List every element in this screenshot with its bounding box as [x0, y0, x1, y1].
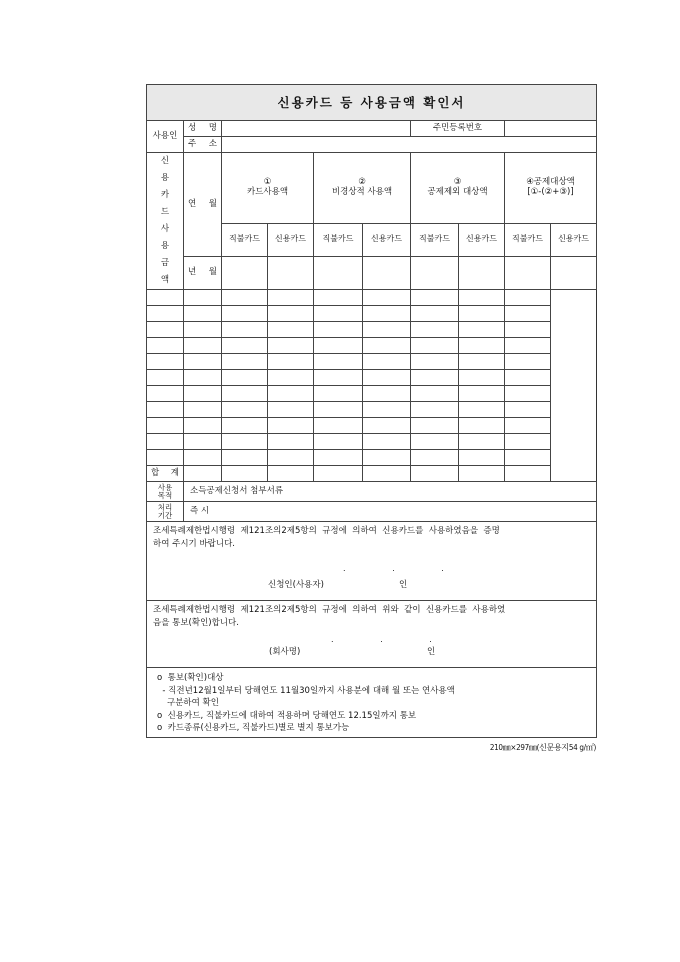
processing-label-line1: 처리 [157, 502, 173, 512]
year-month-cell[interactable] [147, 386, 184, 402]
usage-row [147, 322, 597, 338]
usage-row [147, 370, 597, 386]
notice-text-line2: 음을 통보(확인)합니다. [153, 618, 239, 628]
amount-cell[interactable] [314, 466, 363, 482]
year-month-cell[interactable] [147, 402, 184, 418]
amount-cell[interactable] [314, 386, 363, 402]
year-month-cell[interactable] [147, 306, 184, 322]
group-label-2: 비경상적 사용액 [331, 186, 393, 197]
group-num-1: ① [263, 177, 272, 188]
amount-cell[interactable] [222, 434, 268, 450]
processing-value: 즉 시 [184, 502, 597, 522]
amount-cell[interactable] [459, 466, 505, 482]
usage-row [147, 434, 597, 450]
resident-number-field[interactable] [505, 121, 597, 137]
amount-cell[interactable] [411, 450, 459, 466]
notes-section [147, 668, 597, 738]
amount-cell[interactable] [268, 402, 314, 418]
amount-cell[interactable] [505, 306, 551, 322]
amount-cell[interactable] [363, 386, 411, 402]
request-text-line2: 하여 주시기 바랍니다. [153, 539, 236, 549]
amount-cell[interactable] [268, 418, 314, 434]
year-month-header: 연 월 [184, 153, 222, 257]
side-label-char: 카 [160, 190, 170, 200]
sub-header-credit-card: 신용카드 [363, 223, 411, 256]
amount-cell[interactable] [459, 290, 505, 306]
amount-cell[interactable] [314, 338, 363, 354]
amount-cell[interactable] [184, 354, 222, 370]
amount-cell[interactable] [411, 370, 459, 386]
amount-cell[interactable] [505, 402, 551, 418]
processing-label [147, 502, 184, 522]
amount-cell[interactable] [184, 402, 222, 418]
amount-cell[interactable] [268, 354, 314, 370]
amount-cell[interactable] [505, 386, 551, 402]
amount-cell[interactable] [222, 386, 268, 402]
request-row [147, 522, 597, 601]
amount-cell[interactable] [459, 256, 505, 289]
sub-header-credit-card: 신용카드 [268, 223, 314, 256]
amount-cell[interactable] [363, 322, 411, 338]
purpose-row [147, 482, 597, 502]
request-date[interactable]: . . . [343, 564, 466, 573]
side-label-char: 용 [160, 241, 170, 251]
group-label-1: 카드사용액 [246, 186, 289, 197]
year-month-cell[interactable] [147, 338, 184, 354]
usage-side-label [147, 153, 184, 290]
amount-cell[interactable] [314, 402, 363, 418]
total-row [147, 466, 597, 482]
amount-cell[interactable] [268, 434, 314, 450]
year-month-cell[interactable] [147, 434, 184, 450]
usage-row [147, 290, 597, 306]
amount-cell[interactable] [314, 450, 363, 466]
processing-label-line2: 기간 [157, 510, 173, 520]
request-text-line1: 조세특례제한법시행령 제121조의2제5항의 규정에 의하여 신용카드를 사용하였음을 증명 [153, 526, 500, 536]
amount-cell[interactable] [411, 290, 459, 306]
notice-date[interactable]: . . . [331, 635, 454, 644]
user-label: 사용인 [147, 121, 184, 153]
sub-header-credit-card: 신용카드 [459, 223, 505, 256]
amount-cell[interactable] [184, 290, 222, 306]
usage-row [147, 306, 597, 322]
amount-cell[interactable] [184, 322, 222, 338]
amount-cell[interactable] [459, 370, 505, 386]
sub-header-credit-card: 신용카드 [551, 223, 597, 256]
note-line: o 통보(확인)대상 [157, 673, 224, 683]
amount-cell[interactable] [459, 386, 505, 402]
group-header-excluded [411, 153, 505, 224]
amount-cell[interactable] [268, 322, 314, 338]
amount-cell[interactable] [551, 256, 597, 289]
side-label-char: 신 [160, 156, 170, 166]
amount-cell[interactable] [505, 290, 551, 306]
amount-cell[interactable] [459, 402, 505, 418]
amount-cell[interactable] [268, 450, 314, 466]
amount-cell[interactable] [459, 338, 505, 354]
amount-cell[interactable] [268, 306, 314, 322]
year-month-cell[interactable] [147, 370, 184, 386]
group-header-card-usage [222, 153, 314, 224]
amount-cell[interactable] [222, 322, 268, 338]
amount-cell[interactable] [222, 450, 268, 466]
group-header-irregular-usage [314, 153, 411, 224]
year-month-cell[interactable] [147, 354, 184, 370]
amount-cell[interactable] [411, 322, 459, 338]
group-header-deductible [505, 153, 597, 224]
name-field[interactable] [222, 121, 411, 137]
notice-section [147, 601, 597, 668]
resident-number-label: 주민등록번호 [411, 121, 505, 137]
note-line: o 신용카드, 직불카드에 대하여 적용하며 당해연도 12.15일까지 통보 [157, 710, 417, 721]
amount-cell[interactable] [222, 402, 268, 418]
amount-cell[interactable] [505, 466, 551, 482]
side-label-char: 용 [160, 173, 170, 183]
amount-cell[interactable] [363, 354, 411, 370]
amount-cell[interactable] [222, 370, 268, 386]
request-sign-line [153, 581, 590, 597]
amount-cell[interactable] [268, 386, 314, 402]
amount-cell[interactable] [314, 306, 363, 322]
applicant-seal[interactable]: 인 [399, 580, 408, 590]
amount-cell[interactable] [411, 434, 459, 450]
purpose-label [147, 482, 184, 502]
amount-cell[interactable] [411, 306, 459, 322]
group-num-3: ③ [453, 177, 462, 188]
year-month-cell[interactable] [147, 418, 184, 434]
amount-cell[interactable] [184, 434, 222, 450]
amount-cell[interactable] [222, 290, 268, 306]
amount-cell[interactable] [459, 322, 505, 338]
group-num-2: ② [358, 177, 366, 188]
group-label-4: [①-(②+③)] [527, 186, 574, 197]
amount-cell[interactable] [505, 434, 551, 450]
company-label: (회사명) [269, 647, 301, 657]
amount-cell[interactable] [505, 338, 551, 354]
notice-row [147, 601, 597, 668]
amount-cell[interactable] [505, 322, 551, 338]
name-label: 성 명 [184, 121, 222, 137]
purpose-label-line2: 목적 [157, 490, 173, 500]
year-month-label: 년 월 [184, 256, 222, 289]
amount-cell[interactable] [411, 466, 459, 482]
amount-cell[interactable] [505, 370, 551, 386]
amount-cell[interactable] [363, 466, 411, 482]
address-field[interactable] [222, 137, 597, 153]
amount-cell[interactable] [268, 290, 314, 306]
amount-cell[interactable] [363, 418, 411, 434]
amount-cell[interactable] [411, 402, 459, 418]
amount-cell[interactable] [314, 322, 363, 338]
amount-cell[interactable] [314, 370, 363, 386]
amount-cell[interactable] [184, 370, 222, 386]
side-label-char: 드 [160, 207, 170, 217]
title-row [147, 85, 597, 121]
group-label-3: 공제제외 대상액 [427, 186, 488, 197]
usage-row [147, 338, 597, 354]
amount-cell[interactable] [184, 450, 222, 466]
sub-header-debit-card: 직불카드 [411, 223, 459, 256]
amount-cell[interactable] [268, 256, 314, 289]
amount-cell[interactable] [363, 434, 411, 450]
amount-cell[interactable] [363, 450, 411, 466]
side-label-char: 금 [160, 258, 170, 268]
amount-cell[interactable] [505, 354, 551, 370]
amount-cell[interactable] [268, 338, 314, 354]
amount-cell[interactable] [363, 290, 411, 306]
amount-cell[interactable] [411, 338, 459, 354]
group-num-4: ④공제대상액 [526, 177, 575, 188]
name-row [147, 121, 597, 137]
address-row [147, 137, 597, 153]
amount-cell[interactable] [459, 434, 505, 450]
usage-row [147, 450, 597, 466]
amount-cell[interactable] [411, 354, 459, 370]
usage-row [147, 402, 597, 418]
amount-cell[interactable] [505, 450, 551, 466]
notice-sign-line [153, 648, 590, 664]
year-month-cell[interactable] [147, 450, 184, 466]
amount-cell[interactable] [314, 256, 363, 289]
usage-row [147, 354, 597, 370]
amount-cell[interactable] [268, 370, 314, 386]
amount-cell[interactable] [459, 354, 505, 370]
amount-cell[interactable] [184, 386, 222, 402]
amount-cell[interactable] [505, 256, 551, 289]
amount-cell[interactable] [184, 418, 222, 434]
amount-cell[interactable] [363, 306, 411, 322]
amount-cell[interactable] [222, 466, 268, 482]
amount-cell[interactable] [268, 466, 314, 482]
amount-cell[interactable] [505, 418, 551, 434]
amount-cell[interactable] [411, 386, 459, 402]
form-table [146, 84, 597, 738]
amount-cell[interactable] [459, 450, 505, 466]
note-line: - 직전년12월1일부터 당해연도 11월30일까지 사용분에 대해 월 또는 연사용액 [157, 685, 455, 696]
notes-row [147, 668, 597, 738]
year-month-cell[interactable] [147, 322, 184, 338]
note-line: o 카드종류(신용카드, 직불카드)별로 별지 통보가능 [157, 723, 350, 733]
amount-cell[interactable] [459, 306, 505, 322]
processing-row [147, 502, 597, 522]
amount-cell[interactable] [314, 290, 363, 306]
amount-cell[interactable] [363, 256, 411, 289]
confirmation-form [146, 84, 596, 753]
side-label-char: 사 [160, 224, 170, 234]
sub-header-debit-card: 직불카드 [314, 223, 363, 256]
amount-cell[interactable] [459, 418, 505, 434]
amount-cell[interactable] [222, 306, 268, 322]
usage-row [147, 386, 597, 402]
year-month-cell[interactable] [147, 290, 184, 306]
amount-cell[interactable] [222, 338, 268, 354]
paper-spec: 210㎜×297㎜(신문용지54 g/㎡) [489, 742, 596, 752]
amount-cell[interactable] [314, 354, 363, 370]
amount-cell[interactable] [363, 338, 411, 354]
note-line: 구분하여 확인 [167, 698, 219, 708]
company-seal[interactable]: 인 [427, 647, 436, 657]
amount-cell[interactable] [314, 434, 363, 450]
amount-cell[interactable] [184, 306, 222, 322]
sub-header-debit-card: 직불카드 [505, 223, 551, 256]
amount-cell[interactable] [363, 402, 411, 418]
side-label-char: 액 [160, 275, 170, 285]
usage-row [147, 418, 597, 434]
amount-cell[interactable] [411, 256, 459, 289]
sub-header-debit-card: 직불카드 [222, 223, 268, 256]
amount-cell[interactable] [314, 418, 363, 434]
address-label: 주 소 [184, 137, 222, 153]
request-section [147, 522, 597, 601]
usage-row-first [147, 256, 597, 289]
total-label: 합 계 [147, 466, 184, 482]
usage-group-header-row [147, 153, 597, 224]
purpose-label-line1: 사용 [157, 482, 173, 492]
amount-cell[interactable] [222, 354, 268, 370]
purpose-value: 소득공제신청서 첨부서류 [184, 482, 597, 502]
form-title: 신용카드 등 사용금액 확인서 [147, 85, 597, 121]
amount-cell[interactable] [222, 418, 268, 434]
amount-cell[interactable] [363, 370, 411, 386]
amount-cell[interactable] [411, 418, 459, 434]
applicant-label: 신청인(사용자) [268, 580, 324, 590]
amount-cell[interactable] [184, 338, 222, 354]
notice-text-line1: 조세특례제한법시행령 제121조의2제5항의 규정에 의하여 위와 같이 신용카드를 사용하였 [153, 605, 506, 615]
amount-cell[interactable] [222, 256, 268, 289]
amount-cell[interactable] [184, 466, 222, 482]
